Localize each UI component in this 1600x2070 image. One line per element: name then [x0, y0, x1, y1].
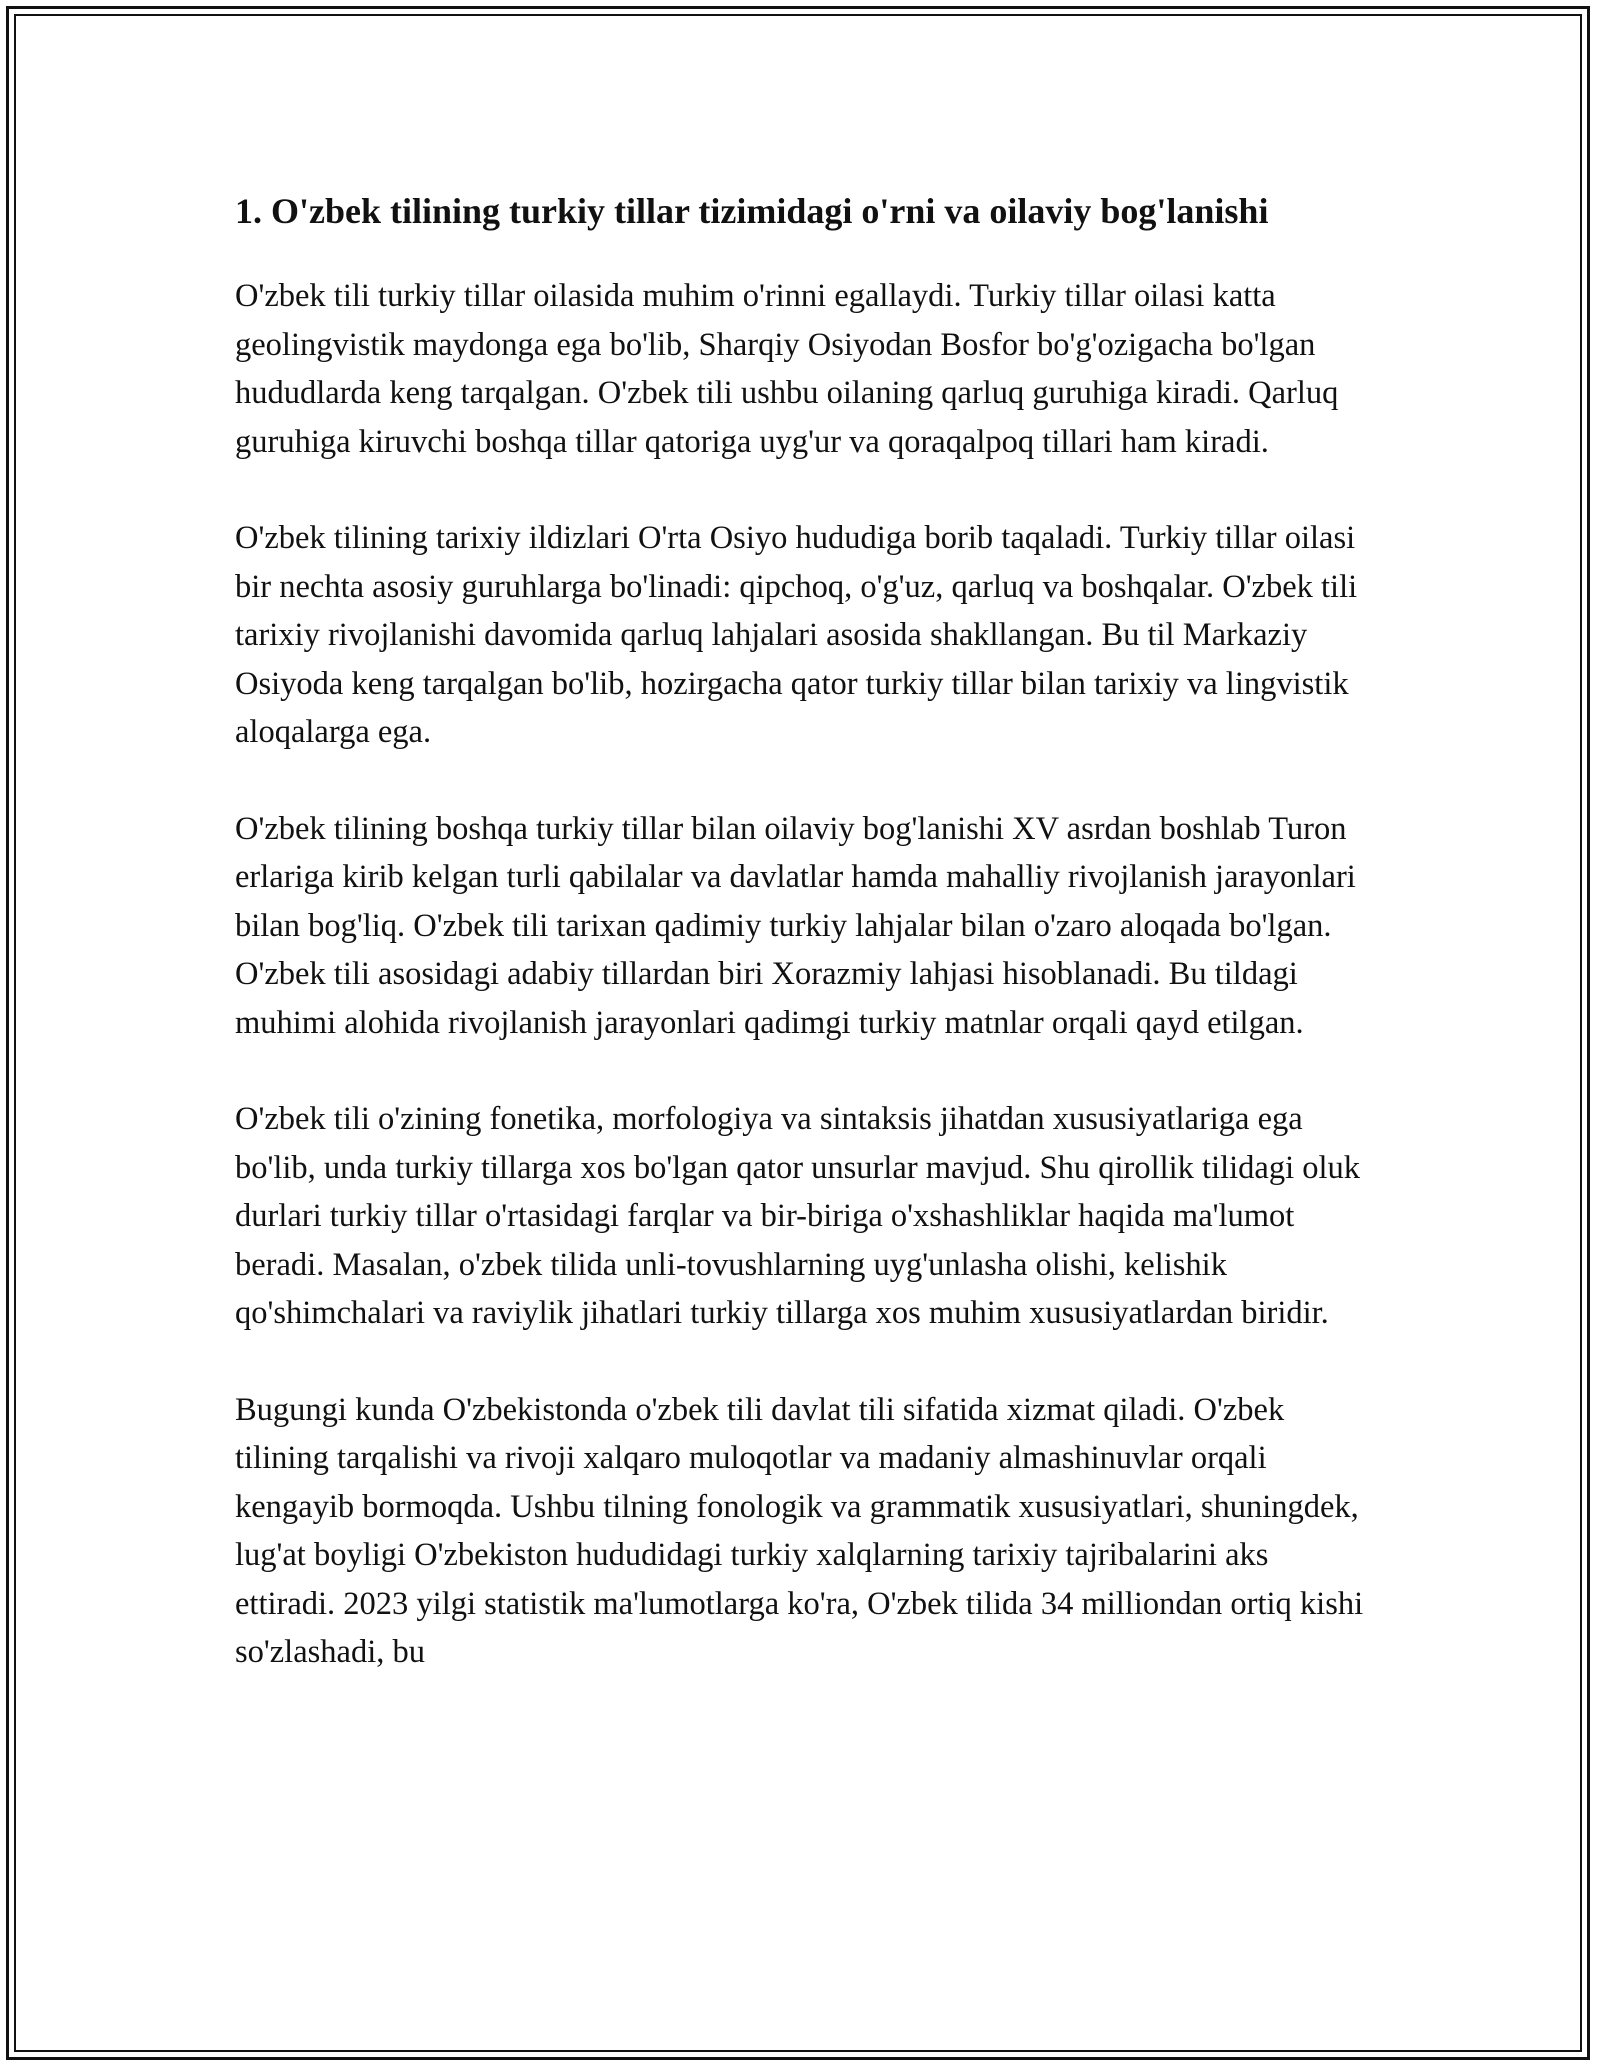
paragraph-2: O'zbek tilining tarixiy ildizlari O'rta Osiyo hududiga borib taqaladi. Turkiy tillar oilasi bir nechta asosiy guruhlarga bo'linadi: qipchoq, o'g'uz, qarluq va boshqalar. O'zbek tili tarixiy rivojlanishi davomida qarluq lahjalari asosida shakllangan. Bu til Markaziy Osiyoda keng tarqalgan bo'lib, hozirgacha qator turkiy tillar bilan tarixiy va lingvistik aloqalarga ega. — [235, 520, 1358, 750]
paragraph-1: O'zbek tili turkiy tillar oilasida muhim o'rinni egallaydi. Turkiy tillar oilasi katta geolingvistik maydonga ega bo'lib, Sharqiy Osiyodan Bosfor bo'g'ozigacha bo'lgan hududlarda keng tarqalgan. O'zbek tili ushbu oilaning qarluq guruhiga kiradi. Qarluq guruhiga kiruvchi boshqa tillar qatoriga uyg'ur va qoraqalpoq tillari ham kiradi. — [235, 278, 1339, 460]
paragraph-3: O'zbek tilining boshqa turkiy tillar bilan oilaviy bog'lanishi XV asrdan boshlab Turon erlariga kirib kelgan turli qabilalar va davlatlar hamda mahalliy rivojlanish jarayonlari bilan bog'liq. O'zbek tili tarixan qadimiy turkiy lahjalar bilan o'zaro aloqada bo'lgan. O'zbek tili asosidagi adabiy tillardan biri Xorazmiy lahjasi hisoblanadi. Bu tildagi muhimi alohida rivojlanish jarayonlari qadimgi turkiy matnlar orqali qayd etilgan. — [235, 810, 1356, 1041]
paragraph-4: O'zbek tili o'zining fonetika, morfologiya va sintaksis jihatdan xususiyatlariga ega bo'lib, unda turkiy tillarga xos bo'lgan qator unsurlar mavjud. Shu qirollik tilidagi oluk durlari turkiy tillar o'rtasidagi farqlar va bir-biriga o'xshashliklar haqida ma'lumot beradi. Masalan, o'zbek tilida unli-tovushlarning uyg'unlasha olishi, kelishik qo'shimchalari va raviylik jihatlari turkiy tillarga xos muhim xususiyatlardan biridir. — [235, 1101, 1361, 1331]
document-body — [235, 185, 1365, 1725]
section-heading: 1. O'zbek tilining turkiy tillar tizimidagi o'rni va oilaviy bog'lanishi — [235, 191, 1269, 231]
paragraph-5: Bugungi kunda O'zbekistonda o'zbek tili davlat tili sifatida xizmat qiladi. O'zbek tilining tarqalishi va rivoji xalqaro muloqotlar va madaniy almashinuvlar orqali kengayib bormoqda. Ushbu tilning fonologik va grammatik xususiyatlari, shuningdek, lug'at boyligi O'zbekiston hududidagi turkiy xalqlarning tarixiy tajribalarini aks ettiradi. 2023 yilgi statistik ma'lumotlarga ko'ra, O'zbek tilida 34 milliondan ortiq kishi so'zlashadi, bu — [235, 1391, 1364, 1670]
